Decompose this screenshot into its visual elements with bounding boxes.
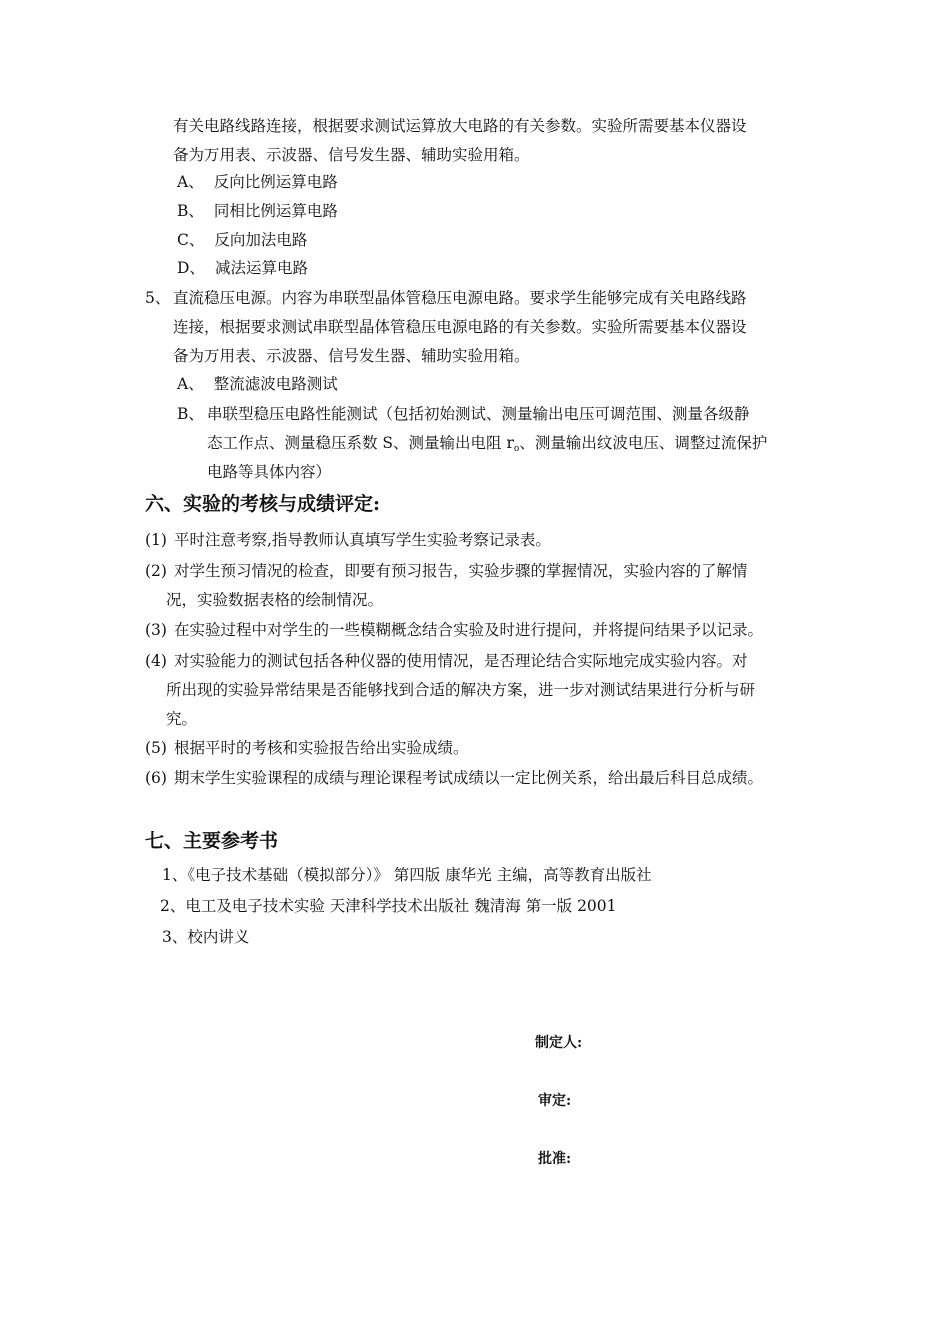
section6-item-number: (1) (145, 531, 167, 549)
subscript-o: o (513, 444, 520, 454)
section6-item-number: (6) (145, 769, 167, 787)
section7-heading: 七、主要参考书 (145, 830, 279, 852)
section6-item-number: (5) (145, 739, 167, 757)
section6-item-text: 对学生预习情况的检查，即要有预习报告，实验步骤的掌握情况，实验内容的了解情 (174, 562, 748, 580)
reference-item: 1、《电子技术基础（模拟部分）》 第四版 康华光 主编，高等教育出版社 (162, 866, 652, 884)
item5-option-b-line: 电路等具体内容） (207, 463, 332, 481)
item5-option-b-line: 态工作点、测量稳压系数 S、测量输出电阻 $r_o$、测量输出纹波电压、调整过流保护 (207, 434, 768, 454)
section6-item-number: (3) (145, 621, 167, 639)
item4-text-line: 备为万用表、示波器、信号发生器、辅助实验用箱。 (173, 146, 530, 164)
item5-option-a (177, 374, 338, 394)
option-text: 整流滤波电路测试 (213, 375, 338, 393)
option-letter: D、 (177, 259, 205, 277)
section6-item-text: 所出现的实验异常结果是否能够找到合适的解决方案，进一步对测试结果进行分析与研 (166, 681, 756, 699)
option-text: 减法运算电路 (214, 259, 308, 277)
option-letter: A、 (177, 173, 204, 191)
item4-option-b (177, 201, 338, 221)
item4-option-c (177, 230, 307, 250)
section6-item-text: 期末学生实验课程的成绩与理论课程考试成绩以一定比例关系，给出最后科目总成绩。 (174, 769, 764, 787)
section6-item-text: 况，实验数据表格的绘制情况。 (166, 591, 384, 609)
section6-item-text: 对实验能力的测试包括各种仪器的使用情况，是否理论结合实际地完成实验内容。对 (174, 652, 748, 670)
item5-option-b-letter: B、 (177, 405, 204, 423)
item4-text-line: 有关电路线路连接，根据要求测试运算放大电路的有关参数。实验所需要基本仪器设 (173, 117, 747, 135)
option-text: 同相比例运算电路 (213, 202, 338, 220)
section6-item-text: 在实验过程中对学生的一些模糊概念结合实验及时进行提问，并将提问结果予以记录。 (174, 621, 764, 639)
approver-signature-label: 批准: (538, 1151, 572, 1167)
section6-item-number: (4) (145, 652, 167, 670)
author-signature-label: 制定人: (535, 1035, 583, 1051)
section6-item-number: (2) (145, 562, 167, 580)
item5-option-b-line: 串联型稳压电路性能测试（包括初始测试、测量输出电压可调范围、测量各级静 (207, 405, 750, 423)
section6-item-text: 根据平时的考核和实验报告给出实验成绩。 (174, 739, 469, 757)
section6-heading: 六、实验的考核与成绩评定: (145, 493, 381, 515)
option-text: 反向比例运算电路 (213, 173, 338, 191)
item4-option-a (177, 172, 338, 192)
item5-text-line: 备为万用表、示波器、信号发生器、辅助实验用箱。 (173, 347, 530, 365)
reference-item: 3、校内讲义 (162, 928, 250, 946)
option-text: 反向加法电路 (214, 231, 308, 249)
item5-number: 5、 (145, 289, 171, 307)
section6-item-text: 究。 (166, 710, 198, 728)
reference-item: 2、电工及电子技术实验 天津科学技术出版社 魏清海 第一版 2001 (160, 897, 617, 915)
option-letter: C、 (177, 231, 205, 249)
option-letter: B、 (177, 202, 204, 220)
item5-text-line: 连接，根据要求测试串联型晶体管稳压电源电路的有关参数。实验所需要基本仪器设 (173, 318, 747, 336)
item4-option-d (177, 258, 308, 278)
item5-text-line: 直流稳压电源。内容为串联型晶体管稳压电源电路。要求学生能够完成有关电路线路 (173, 289, 747, 307)
reviewer-signature-label: 审定: (538, 1093, 572, 1109)
option-letter: A、 (177, 375, 204, 393)
section6-item-text: 平时注意考察,指导教师认真填写学生实验考察记录表。 (174, 531, 551, 549)
